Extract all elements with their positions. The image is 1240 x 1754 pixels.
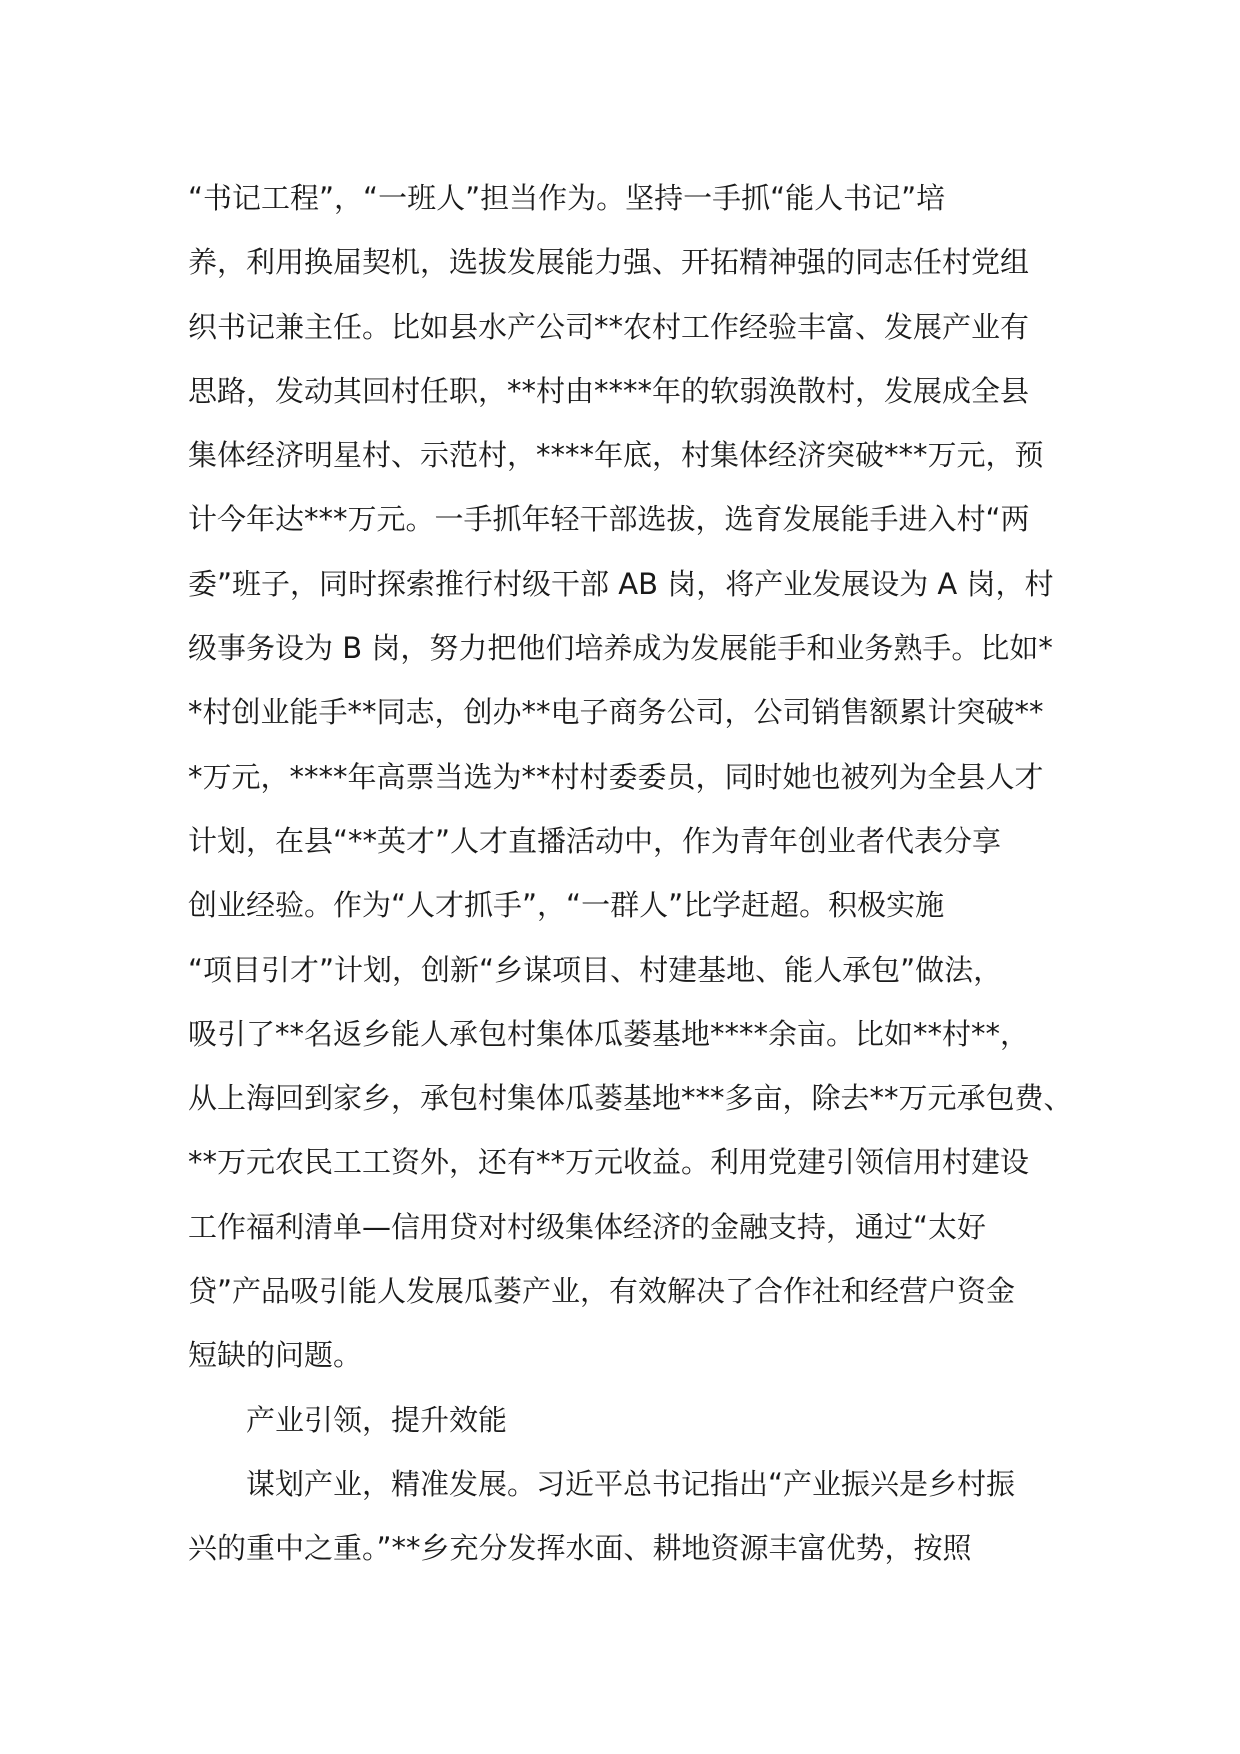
text-line: 工作福利清单—信用贷对村级集体经济的金融支持，通过“太好 — [188, 1209, 987, 1244]
text-line: “书记工程”，“一班人”担当作为。坚持一手抓“能人书记”培 — [188, 181, 946, 215]
text-line: 计划，在县“**英才”人才直播活动中，作为青年创业者代表分享 — [188, 823, 1002, 858]
text-line: 吸引了**名返乡能人承包村集体瓜蒌基地****余亩。比如**村**， — [188, 1016, 1030, 1051]
text-line: 思路，发动其回村任职，**村由****年的软弱涣散村，发展成全县 — [188, 373, 1030, 408]
text-line: “项目引才”计划，创新“乡谋项目、村建基地、能人承包”做法， — [188, 952, 1003, 987]
document-body — [188, 166, 1073, 1581]
text-line: 集体经济明星村、示范村，****年底，村集体经济突破***万元，预 — [188, 438, 1044, 473]
text-line: **万元农民工工资外，还有**万元收益。利用党建引领信用村建设 — [188, 1145, 1030, 1180]
text-line: 短缺的问题。 — [188, 1338, 363, 1373]
text-line: 级事务设为 B 岗，努力把他们培养成为发展能手和业务熟手。比如* — [188, 631, 1053, 666]
text-line: 计今年达***万元。一手抓年轻干部选拔，选育发展能手进入村“两 — [188, 502, 1030, 537]
text-line: 创业经验。作为“人才抓手”，“一群人”比学赶超。积极实施 — [188, 888, 945, 923]
section-heading: 产业引领，提升效能 — [246, 1402, 508, 1437]
text-line: 织书记兼主任。比如县水产公司**农村工作经验丰富、发展产业有 — [188, 309, 1030, 344]
text-line: 兴的重中之重。”**乡充分发挥水面、耕地资源丰富优势，按照 — [188, 1531, 972, 1566]
text-line: 委”班子，同时探索推行村级干部 AB 岗，将产业发展设为 A 岗，村 — [188, 566, 1054, 601]
text-line: *万元，****年高票当选为**村村委委员，同时她也被列为全县人才 — [188, 759, 1044, 794]
text-line: 贷”产品吸引能人发展瓜蒌产业，有效解决了合作社和经营户资金 — [188, 1274, 1016, 1309]
text-line: *村创业能手**同志，创办**电子商务公司，公司销售额累计突破** — [188, 695, 1044, 730]
text-line: 从上海回到家乡，承包村集体瓜蒌基地***多亩，除去**万元承包费、 — [188, 1081, 1073, 1116]
text-line: 养，利用换届契机，选拔发展能力强、开拓精神强的同志任村党组 — [188, 245, 1030, 280]
text-line: 谋划产业，精准发展。习近平总书记指出“产业振兴是乡村振 — [246, 1466, 1016, 1501]
